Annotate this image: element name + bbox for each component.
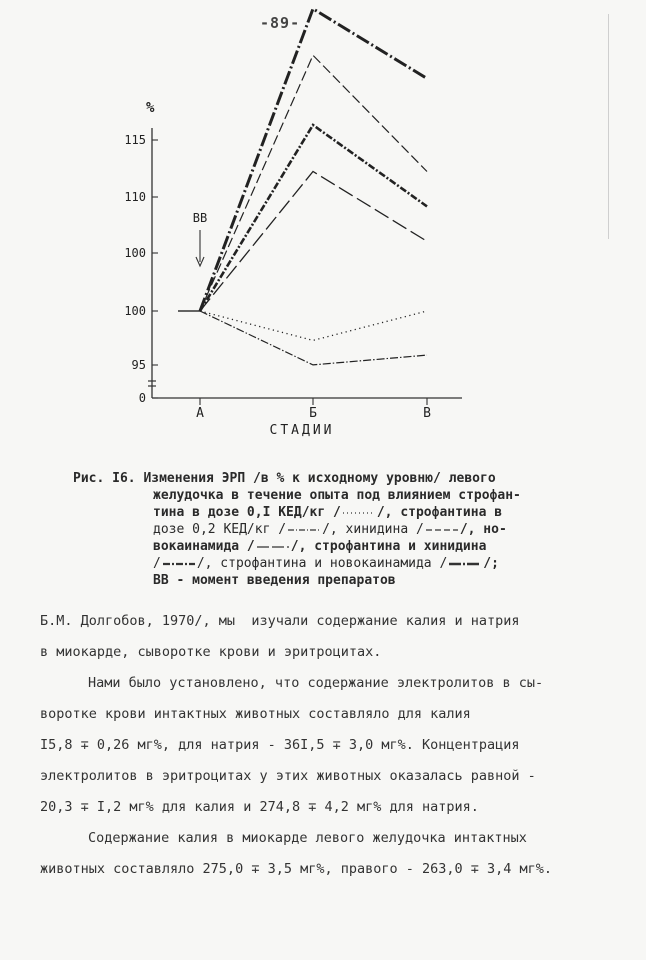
legend-dash-thin-sample bbox=[256, 543, 290, 551]
x-tick-label: Б bbox=[309, 406, 317, 421]
caption-line-2: желудочка в течение опыта под влиянием строфан- bbox=[153, 488, 521, 503]
chart-labels bbox=[124, 100, 431, 438]
y-tick-label: 100 bbox=[124, 246, 146, 260]
body-line-5: I5,8 ∓ 0,26 мг%, для натрия - 36I,5 ∓ 3,0 мг%. Концентрация bbox=[40, 737, 520, 753]
legend-dashdot-thin-sample bbox=[287, 526, 321, 534]
body-line-2: в миокарде, сыворотке крови и эритроцитах. bbox=[40, 644, 382, 660]
body-line-8: Содержание калия в миокарде левого желудочка интактных bbox=[88, 830, 527, 846]
y-tick-label: 115 bbox=[124, 133, 146, 147]
caption-line-1: Рис. I6. Изменения ЭРП /в % к исходному уровню/ левого bbox=[73, 471, 496, 486]
body-line-1: Б.М. Долгобов, 1970/, мы изучали содержание калия и натрия bbox=[40, 613, 520, 629]
chart-axes bbox=[148, 128, 462, 405]
y-axis-label: % bbox=[146, 100, 155, 116]
series-line-5 bbox=[200, 311, 427, 340]
y-tick-label: 100 bbox=[124, 304, 146, 318]
caption-line-5: вокаинамида / /, строфантина и хинидина bbox=[153, 539, 487, 554]
injection-label: ВВ bbox=[192, 211, 208, 225]
caption-line-6: / /, строфантина и новокаинамида / /; bbox=[153, 556, 499, 571]
series-line-1 bbox=[200, 9, 427, 311]
figure-caption bbox=[73, 470, 593, 589]
x-tick-label: В bbox=[423, 406, 431, 421]
body-line-7: 20,3 ∓ I,2 мг% для калия и 274,8 ∓ 4,2 мг% для натрия. bbox=[40, 799, 479, 815]
page-number: -89- bbox=[260, 14, 301, 32]
line-chart bbox=[0, 0, 646, 460]
caption-line-7: ВВ - момент введения препаратов bbox=[153, 573, 396, 588]
caption-line-3: тина в дозе 0,I КЕД/кг / /, строфантина в bbox=[153, 505, 503, 520]
y-tick-label: 95 bbox=[131, 358, 146, 372]
series-line-4 bbox=[200, 172, 427, 312]
body-text bbox=[40, 606, 615, 885]
body-line-9: животных составляло 275,0 ∓ 3,5 мг%, правого - 263,0 ∓ 3,4 мг%. bbox=[40, 861, 553, 877]
caption-line-4: дозе 0,2 КЕД/кг / /, хинидина / /, но- bbox=[153, 522, 507, 537]
body-line-4: воротке крови интактных животных составляло для калия bbox=[40, 706, 471, 722]
y-tick-label: 110 bbox=[124, 190, 146, 204]
body-line-3: Нами было установлено, что содержание электролитов в сы- bbox=[88, 675, 544, 691]
x-tick-label: А bbox=[196, 406, 204, 421]
x-axis-label: СТАДИИ bbox=[269, 423, 335, 438]
y-tick-label: 0 bbox=[138, 391, 146, 405]
legend-longdash-sample bbox=[425, 526, 459, 534]
legend-dashdot-bold-sample bbox=[162, 560, 196, 568]
legend-dotted-sample bbox=[342, 509, 376, 517]
series-line-6 bbox=[200, 311, 427, 365]
chart-series bbox=[178, 9, 427, 365]
body-line-6: электролитов в эритроцитах у этих животных оказалась равной - bbox=[40, 768, 536, 784]
legend-dash-bold-sample bbox=[448, 560, 482, 568]
